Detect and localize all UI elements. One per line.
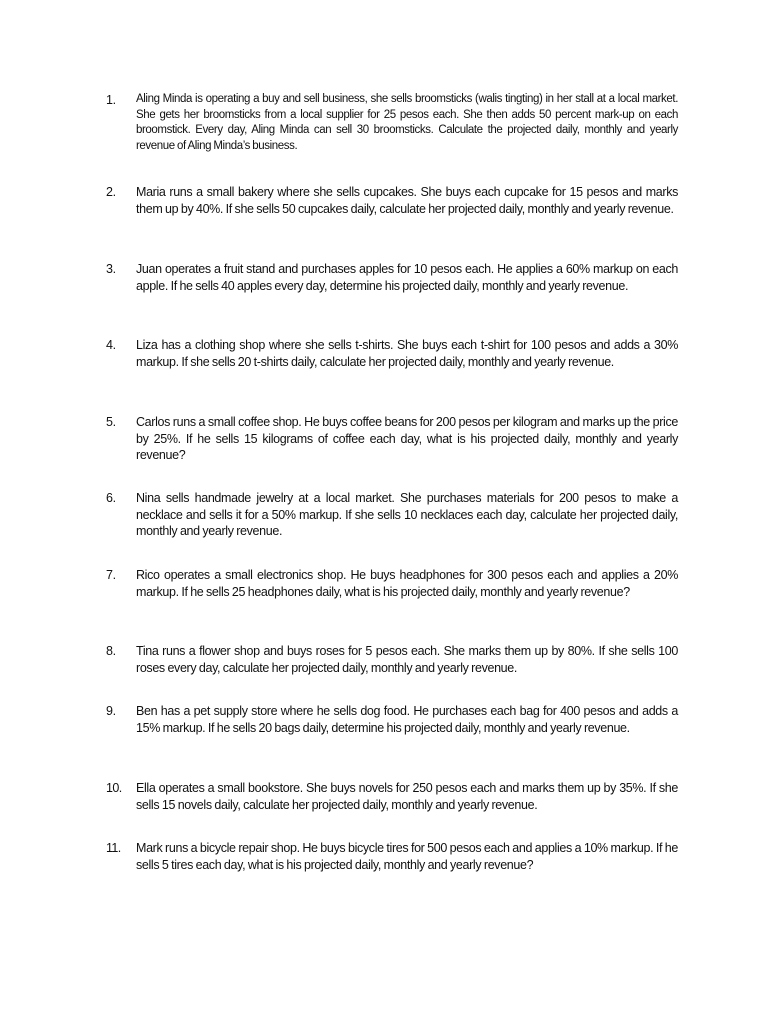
problem-text: Ella operates a small bookstore. She buys novels for 250 pesos each and marks them up by 35%. If she sells 15 novels daily, calculate her projected daily, monthly and yearly revenue. — [136, 781, 678, 812]
problem-number: 3. — [106, 262, 116, 276]
problem-number: 4. — [106, 338, 116, 352]
problem-text: Rico operates a small electronics shop. He buys headphones for 300 pesos each and applies a 20% markup. If he sells 25 headphones daily, what is his projected daily, monthly and yearly revenue? — [136, 568, 678, 599]
problem-number: 10. — [106, 781, 122, 795]
problem-text: Nina sells handmade jewelry at a local market. She purchases materials for 200 pesos to make a necklace and sells it for a 50% markup. If she sells 10 necklaces each day, calculate her projected daily, monthly and yearly revenue. — [136, 491, 678, 538]
problem-text: Tina runs a flower shop and buys roses for 5 pesos each. She marks them up by 80%. If she sells 100 roses every day, calculate her projected daily, monthly and yearly revenue. — [136, 644, 678, 675]
problem-text: Carlos runs a small coffee shop. He buys coffee beans for 200 pesos per kilogram and marks up the price by 25%. If he sells 15 kilograms of coffee each day, what is his projected daily, monthly and yearly revenue? — [136, 415, 678, 462]
problem-item — [106, 337, 678, 370]
problem-item — [106, 840, 678, 873]
problem-number: 5. — [106, 415, 116, 429]
problem-item — [106, 261, 678, 294]
problem-number: 7. — [106, 568, 116, 582]
problem-text: Liza has a clothing shop where she sells t-shirts. She buys each t-shirt for 100 pesos and adds a 30% markup. If she sells 20 t-shirts daily, calculate her projected daily, monthly and yearly revenue. — [136, 338, 678, 369]
problem-item — [106, 643, 678, 676]
problem-number: 1. — [106, 93, 116, 107]
problem-number: 9. — [106, 704, 116, 718]
problem-item — [106, 703, 678, 736]
problem-item — [106, 490, 678, 540]
problem-text: Aling Minda is operating a buy and sell business, she sells broomsticks (walis tingting) in her stall at a local market. She gets her broomsticks from a local supplier for 25 pesos each. She then adds 50 percent mark-up on each broomstick. Every day, Aling Minda can sell 30 broomsticks. Calculate the projected daily, monthly and yearly revenue of Aling Minda’s business. — [136, 93, 678, 152]
problem-number: 6. — [106, 491, 116, 505]
problem-number: 11. — [106, 841, 121, 855]
problem-number: 8. — [106, 644, 116, 658]
problem-item — [106, 567, 678, 600]
problem-item — [106, 414, 678, 464]
problem-text: Juan operates a fruit stand and purchases apples for 10 pesos each. He applies a 60% markup on each apple. If he sells 40 apples every day, determine his projected daily, monthly and yearly revenue. — [136, 262, 678, 293]
problem-text: Ben has a pet supply store where he sells dog food. He purchases each bag for 400 pesos and adds a 15% markup. If he sells 20 bags daily, determine his projected daily, monthly and yearly revenue. — [136, 704, 678, 735]
problem-number: 2. — [106, 185, 116, 199]
problem-text: Maria runs a small bakery where she sells cupcakes. She buys each cupcake for 15 pesos and marks them up by 40%. If she sells 50 cupcakes daily, calculate her projected daily, monthly and yearly revenue. — [136, 185, 678, 216]
problem-item — [106, 92, 678, 154]
problem-text: Mark runs a bicycle repair shop. He buys bicycle tires for 500 pesos each and applies a 10% markup. If he sells 5 tires each day, what is his projected daily, monthly and yearly revenue? — [136, 841, 678, 872]
problem-item — [106, 780, 678, 813]
problem-item — [106, 184, 678, 217]
